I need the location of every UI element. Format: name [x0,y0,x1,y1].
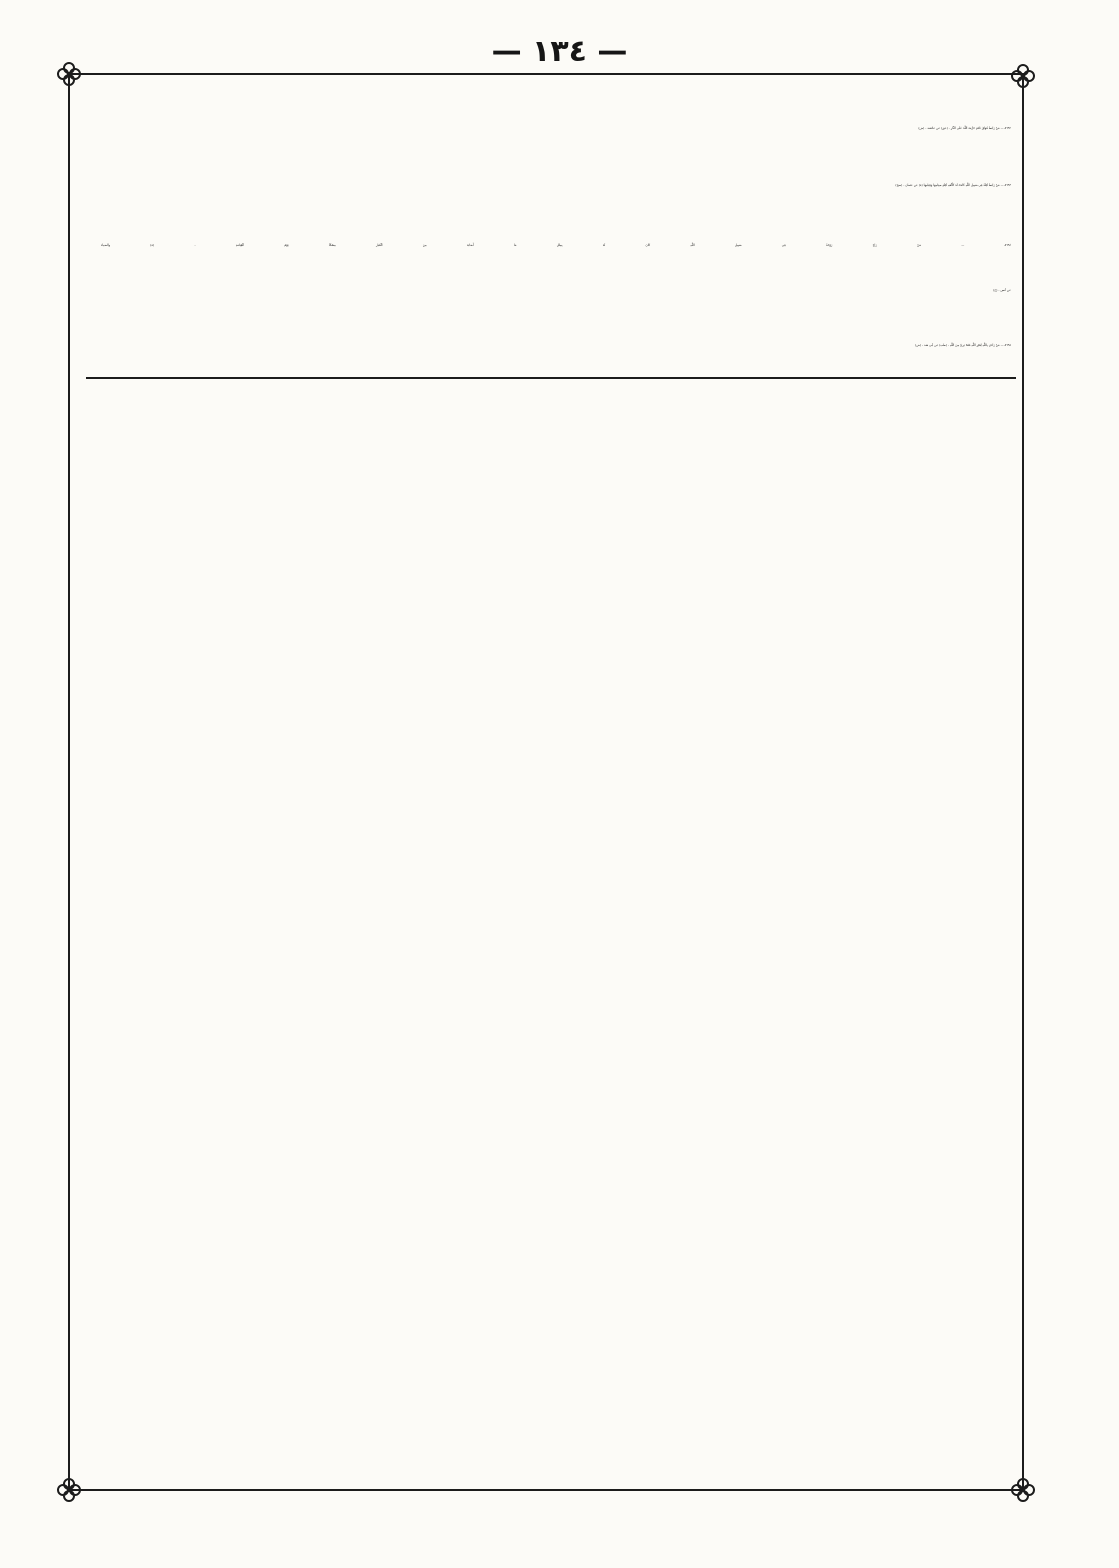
hadith-number: ٨٦٩٥ [1004,343,1011,347]
page-number: — ١٣٤ — [491,34,628,69]
ornament-center [1021,1488,1025,1492]
commentary-line [97,957,1011,998]
ornament-center [1021,74,1025,78]
commentary-line [97,795,1011,836]
hadith-reference: عن أنس - (ح) [993,288,1011,292]
hadith-text: مَنْ رَابَطَ فُوَاقَ نَاقَةٍ حَرَّمَهُ اللَّهُ عَلَى النَّارِ [950,126,1000,130]
commentary-line [97,390,1011,431]
hadith-line [101,163,1011,207]
hadith-reference: - (طب) عن أبى هند - (ض) [915,343,949,347]
commentary-line [97,512,1011,553]
commentary-line [97,1119,1011,1160]
commentary-line [97,633,1011,674]
commentary-line [97,1403,1011,1444]
commentary-line [97,1200,1011,1241]
hadith-separator: — [1000,126,1004,130]
hadith-line [101,223,1011,267]
commentary-line [97,755,1011,796]
hadith-reference: - (عق) عن عائشة - (ض) [918,126,950,130]
commentary-line [97,1160,1011,1201]
hadith-number: ٨٦٩٢ [1004,126,1011,130]
hadith-reference: (ه) عن عثمان - (صح) [895,183,923,187]
ornament-center [67,72,71,76]
commentary-line [97,1241,1011,1282]
hadith-continuation-line [101,268,1011,312]
commentary-line [97,431,1011,472]
commentary-line [97,593,1011,634]
hadith-number: ٨٦٩٤ [1004,243,1011,247]
commentary-line [97,998,1011,1039]
commentary-line [97,876,1011,917]
hadith-text: مَنْ رَابَطَ لَيْلَةً فِى سَبِيلِ اللَّهِ كَانَتْ لَهُ كَأَلْفِ لَيْلَةٍ صِيَامِهَا وَقِيَامِهَا [923,183,1000,187]
hadith-line [101,323,1011,367]
commentary-line [97,1362,1011,1403]
commentary-line [97,471,1011,512]
commentary-line [97,836,1011,877]
corner-ornament-icon [1009,1476,1037,1504]
corner-ornament-icon [55,1476,83,1504]
commentary-line [97,1443,1011,1484]
commentary-line [97,1322,1011,1363]
commentary-line [97,917,1011,958]
commentary-line [97,674,1011,715]
ornament-center [67,1488,71,1492]
commentary-line [97,1281,1011,1322]
hadith-text: مَنْ رَاءَى بِاللَّهِ لِغَيْرِ اللَّهِ فَقَدْ بَرِئَ مِنَ اللَّهِ [949,343,1000,347]
hadith-line [101,106,1011,150]
corner-ornament-icon [1009,62,1037,90]
hadith-separator: — [961,243,965,247]
hadith-text: مَنْ رَاحَ رَوْحَةً فِى سَبِيلِ اللَّهِ كَانَ لَهُ بِمِثْلِ مَا أَصَابَهُ مِنَ الْغُبَارِ مِسْكًا يَوْمَ الْقِيَامَةِ [235,243,921,247]
section-divider [86,377,1016,379]
commentary-line [97,1079,1011,1120]
commentary-line [97,552,1011,593]
hadith-reference: - (ه) والضياء [101,243,196,247]
hadith-separator: — [1000,343,1004,347]
hadith-separator: — [1000,183,1004,187]
commentary-line [97,714,1011,755]
hadith-number: ٨٦٩٣ [1004,183,1011,187]
corner-ornament-icon [55,60,83,88]
commentary-line [97,1038,1011,1079]
commentary-block [97,390,1011,1484]
